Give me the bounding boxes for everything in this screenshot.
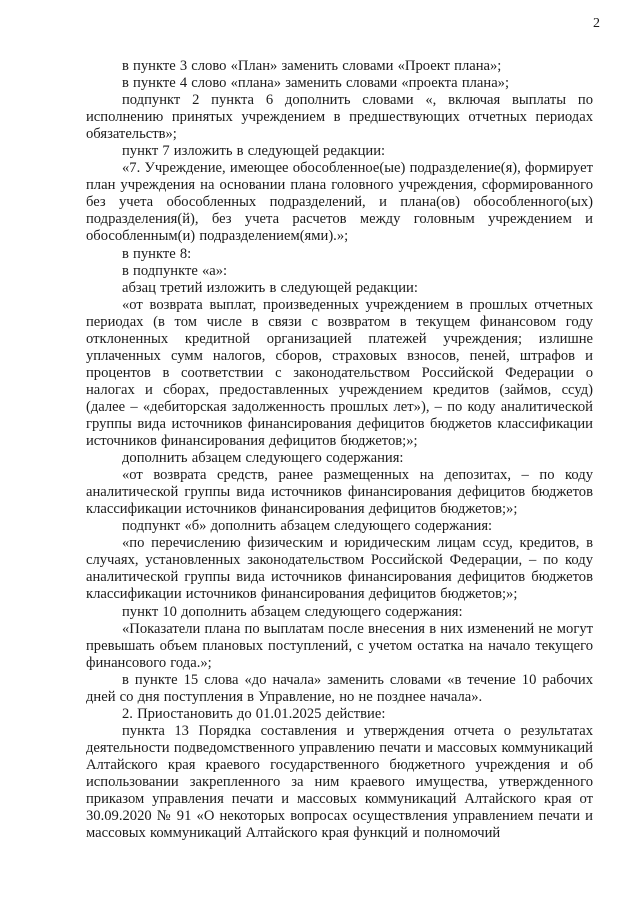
paragraph: в пункте 8: [122, 245, 192, 262]
paragraph: пункт 10 дополнить абзацем следующего содержания: [122, 603, 463, 620]
paragraph: «по перечислению физическим и юридическим лицам ссуд, кредитов, в случаях, установленных законодательством Российской Федерации, – по коду аналитической группы вида источников финансирования дефицитов бюджетов классификации источников финансирования дефицитов бюджетов;»; [86, 535, 593, 603]
paragraph: подпункт «б» дополнить абзацем следующего содержания: [122, 518, 493, 535]
paragraph: «от возврата выплат, произведенных учреждением в прошлых отчетных периодах (в том числе в связи с возвратом в текущем финансовом году отклоненных кредитной организацией платежей учреждения; излишне уплаченных сумм налогов, сборов, страховых взносов, пеней, штрафов и процентов в соответствии с законодательством Российской Федерации о налогах и сборах, предоставленных учреждением кредитов (займов, ссуд) (далее – «дебиторская задолженность прошлых лет»), – по коду аналитической группы вида источников финансирования дефицитов бюджетов классификации источников финансирования дефицитов бюджетов;»; [86, 296, 593, 450]
page-number: 2 [593, 16, 600, 31]
paragraph: 2. Приостановить до 01.01.2025 действие: [122, 705, 386, 722]
paragraph: пункта 13 Порядка составления и утверждения отчета о результатах деятельности подведомственного управлению печати и массовых коммуникаций Алтайского края краевого государственного бюджетного учреждения и об использовании закрепленного за ним краевого имущества, утвержденного приказом управления печати и массовых коммуникаций Алтайского края от 30.09.2020 № 91 «О некоторых вопросах осуществления управлением печати и массовых коммуникаций Алтайского края функций и полномочий [86, 722, 593, 842]
paragraph: в пункте 15 слова «до начала» заменить словами «в течение 10 рабочих дней со дня поступления в Управление, но не позднее начала». [86, 671, 593, 705]
paragraph: в пункте 3 слово «План» заменить словами «Проект плана»; [122, 58, 502, 74]
paragraph: подпункт 2 пункта 6 дополнить словами «, включая выплаты по исполнению принятых учреждением в предшествующих отчетных периодах обязательств»; [86, 92, 593, 143]
document-body [86, 58, 593, 842]
paragraph: «от возврата средств, ранее размещенных на депозитах, – по коду аналитической группы вида источников финансирования дефицитов бюджетов классификации источников финансирования дефицитов бюджетов;»; [86, 467, 593, 518]
paragraph: «Показатели плана по выплатам после внесения в них изменений не могут превышать объем плановых поступлений, с учетом остатка на начало текущего финансового года.»; [86, 620, 593, 671]
paragraph: абзац третий изложить в следующей редакции: [122, 279, 418, 296]
paragraph: дополнить абзацем следующего содержания: [122, 450, 404, 467]
paragraph: «7. Учреждение, имеющее обособленное(ые) подразделение(я), формирует план учреждения на основании плана головного учреждения, сформированного без учета обособленных подразделений, и плана(ов) обособленного(ых) подразделения(й), без учета расчетов между головным учреждением и обособленным(и) подразделением(ями).»; [86, 160, 593, 245]
paragraph: в подпункте «а»: [122, 262, 228, 279]
paragraph: пункт 7 изложить в следующей редакции: [122, 143, 386, 160]
paragraph: в пункте 4 слово «плана» заменить словами «проекта плана»; [122, 75, 510, 92]
